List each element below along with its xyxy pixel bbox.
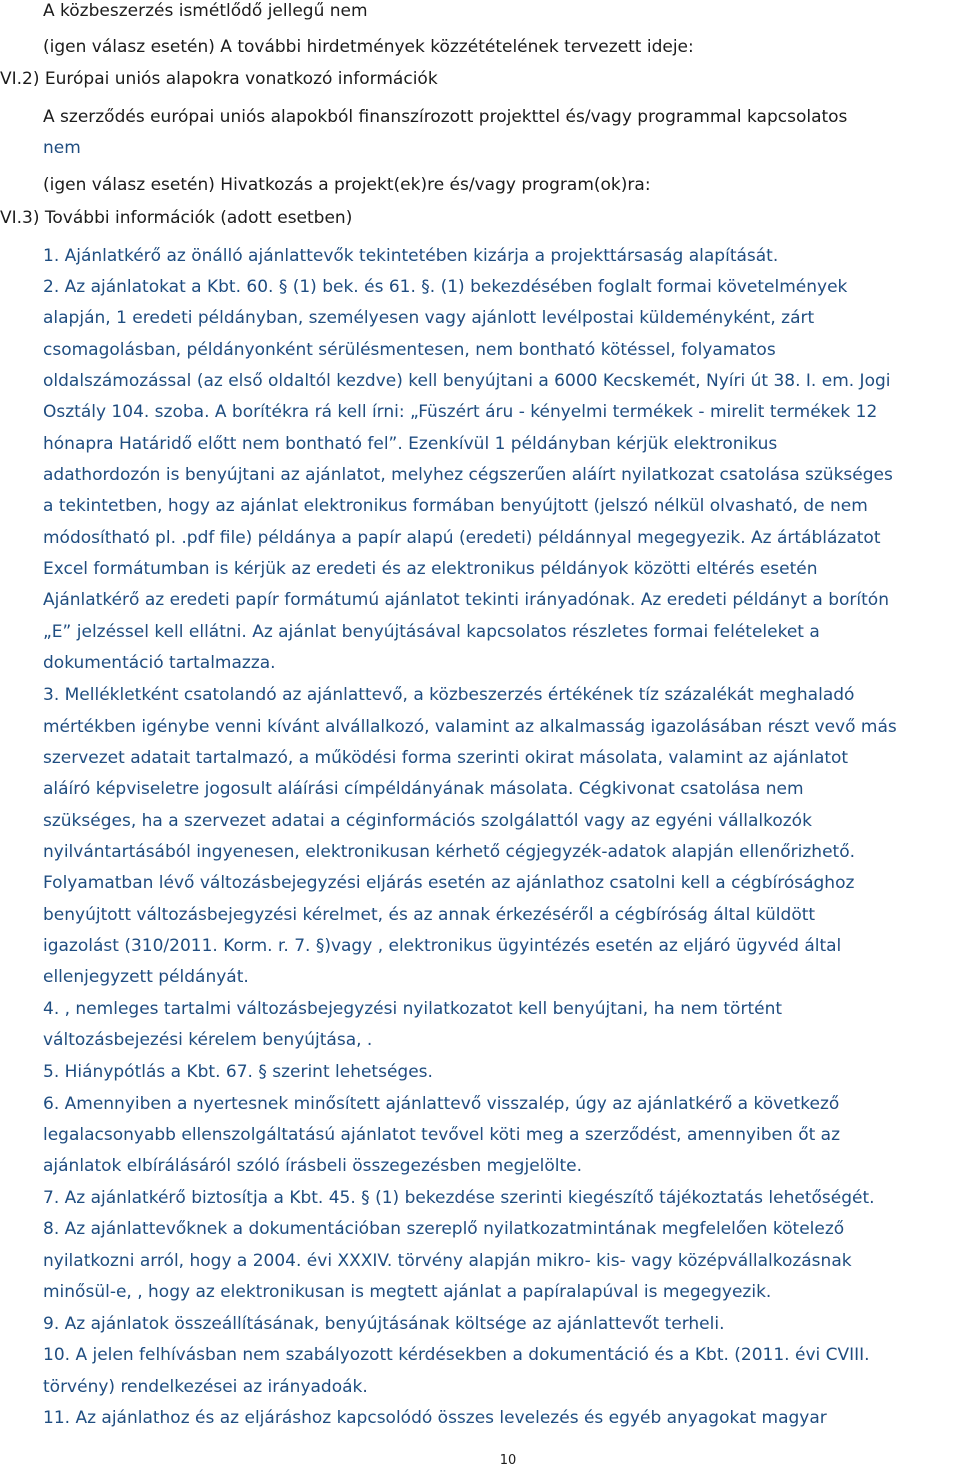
list-item: 9. Az ajánlatok összeállításának, benyújtásának költsége az ajánlattevőt terheli. [43,1314,725,1334]
text-line: Ajánlatkérő az eredeti papír formátumú ajánlatot tekinti irányadónak. Az eredeti példányt a borítón [43,590,889,610]
list-item: 3. Mellékletként csatolandó az ajánlattevő, a közbeszerzés értékének tíz százalékát meghaladó [43,685,855,705]
list-item: 5. Hiánypótlás a Kbt. 67. § szerint lehetséges. [43,1062,433,1082]
text-line: oldalszámozással (az első oldaltól kezdve) kell benyújtani a 6000 Kecskemét, Nyíri út 38. I. em. Jogi [43,371,891,391]
text-line: minősül-e, , hogy az elektronikusan is megtett ajánlat a papíralapúval is megegyezik. [43,1282,772,1302]
list-item: 7. Az ajánlatkérő biztosítja a Kbt. 45. § (1) bekezdése szerinti kiegészítő tájékoztatás lehetőségét. [43,1188,875,1208]
text-line: adathordozón is benyújtani az ajánlatot, melyhez cégszerűen aláírt nyilatkozat csatolása szükséges [43,465,893,485]
text-line: dokumentáció tartalmazza. [43,653,276,673]
text-line: legalacsonyabb ellenszolgáltatású ajánlatot tevővel köti meg a szerződést, amennyiben őt az [43,1125,840,1145]
text-line: alapján, 1 eredeti példányban, személyesen vagy ajánlott levélpostai küldeményként, zárt [43,308,815,328]
text-line: Excel formátumban is kérjük az eredeti és az elektronikus példányok közötti eltérés esetén [43,559,818,579]
text-line: (igen válasz esetén) A további hirdetmények közzétételének tervezett ideje: [43,37,694,57]
text-line: változásbejezési kérelem benyújtása, . [43,1030,373,1050]
text-line: (igen válasz esetén) Hivatkozás a projekt(ek)re és/vagy program(ok)ra: [43,175,651,195]
section-heading: VI.2) Európai uniós alapokra vonatkozó információk [0,69,438,89]
text-line: mértékben igénybe venni kívánt alvállalkozó, valamint az alkalmasság igazolásában részt vevő más [43,717,897,737]
text-line: A szerződés európai uniós alapokból finanszírozott projekttel és/vagy programmal kapcsolatos [43,107,848,127]
text-line: szükséges, ha a szervezet adatai a céginformációs szolgálattól vagy az egyéni vállalkozók [43,811,812,831]
text-line: „E” jelzéssel kell ellátni. Az ajánlat benyújtásával kapcsolatos részletes formai felételeket a [43,622,820,642]
text-line: nyilatkozni arról, hogy a 2004. évi XXXIV. törvény alapján mikro- kis- vagy középvállalkozásnak [43,1251,852,1271]
text-line: szervezet adatait tartalmazó, a működési forma szerinti okirat másolata, valamint az ajánlatot [43,748,849,768]
text-line: módosítható pl. .pdf file) példánya a papír alapú (eredeti) példánnyal megegyezik. Az ártáblázatot [43,528,881,548]
text-line: a tekintetben, hogy az ajánlat elektronikus formában benyújtott (jelszó nélkül olvasható, de nem [43,496,868,516]
text-line: csomagolásban, példányonként sérülésmentesen, nem bontható kötéssel, folyamatos [43,340,776,360]
section-heading: VI.3) További információk (adott esetben) [0,208,353,228]
list-item: 1. Ajánlatkérő az önálló ajánlattevők tekintetében kizárja a projekttársaság alapítását. [43,246,779,266]
list-item: 11. Az ajánlathoz és az eljáráshoz kapcsolódó összes levelezés és egyéb anyagokat magyar [43,1408,827,1428]
text-line: aláíró képviseletre jogosult aláírási címpéldányának másolata. Cégkivonat csatolása nem [43,779,804,799]
text-line: Osztály 104. szoba. A borítékra rá kell írni: „Füszért áru - kényelmi termékek - mirelit termékek 12 [43,402,878,422]
text-line: ajánlatok elbírálásáról szóló írásbeli összegezésben megjelölte. [43,1156,583,1176]
list-item: 6. Amennyiben a nyertesnek minősített ajánlattevő visszalép, úgy az ajánlatkérő a következő [43,1094,840,1114]
text-line: benyújtott változásbejegyzési kérelmet, és az annak érkezéséről a cégbíróság által küldött [43,905,816,925]
text-line: hónapra Határidő előtt nem bontható fel”. Ezenkívül 1 példányban kérjük elektronikus [43,434,778,454]
text-line: Folyamatban lévő változásbejegyzési eljárás esetén az ajánlathoz csatolni kell a cégbírósághoz [43,873,855,893]
list-item: 4. , nemleges tartalmi változásbejegyzési nyilatkozatot kell benyújtani, ha nem történt [43,999,783,1019]
text-line: ellenjegyzett példányát. [43,967,249,987]
page-number: 10 [499,1453,517,1468]
list-item: 8. Az ajánlattevőknek a dokumentációban szereplő nyilatkozatmintának megfelelően kötelező [43,1219,845,1239]
text-line: törvény) rendelkezései az irányadoák. [43,1377,368,1397]
text-line: nyilvántartásából ingyenesen, elektronikusan kérhető cégjegyzék-adatok alapján ellenőrizhető. [43,842,856,862]
list-item: 2. Az ajánlatokat a Kbt. 60. § (1) bek. és 61. §. (1) bekezdésében foglalt formai követelmények [43,277,848,297]
list-item: 10. A jelen felhívásban nem szabályozott kérdésekben a dokumentáció és a Kbt. (2011. évi CVIII. [43,1345,870,1365]
text-line: igazolást (310/2011. Korm. r. 7. §)vagy , elektronikus ügyintézés esetén az eljáró ügyvéd által [43,936,842,956]
text-line: A közbeszerzés ismétlődő jellegű nem [43,1,368,21]
text-line: nem [43,138,81,158]
